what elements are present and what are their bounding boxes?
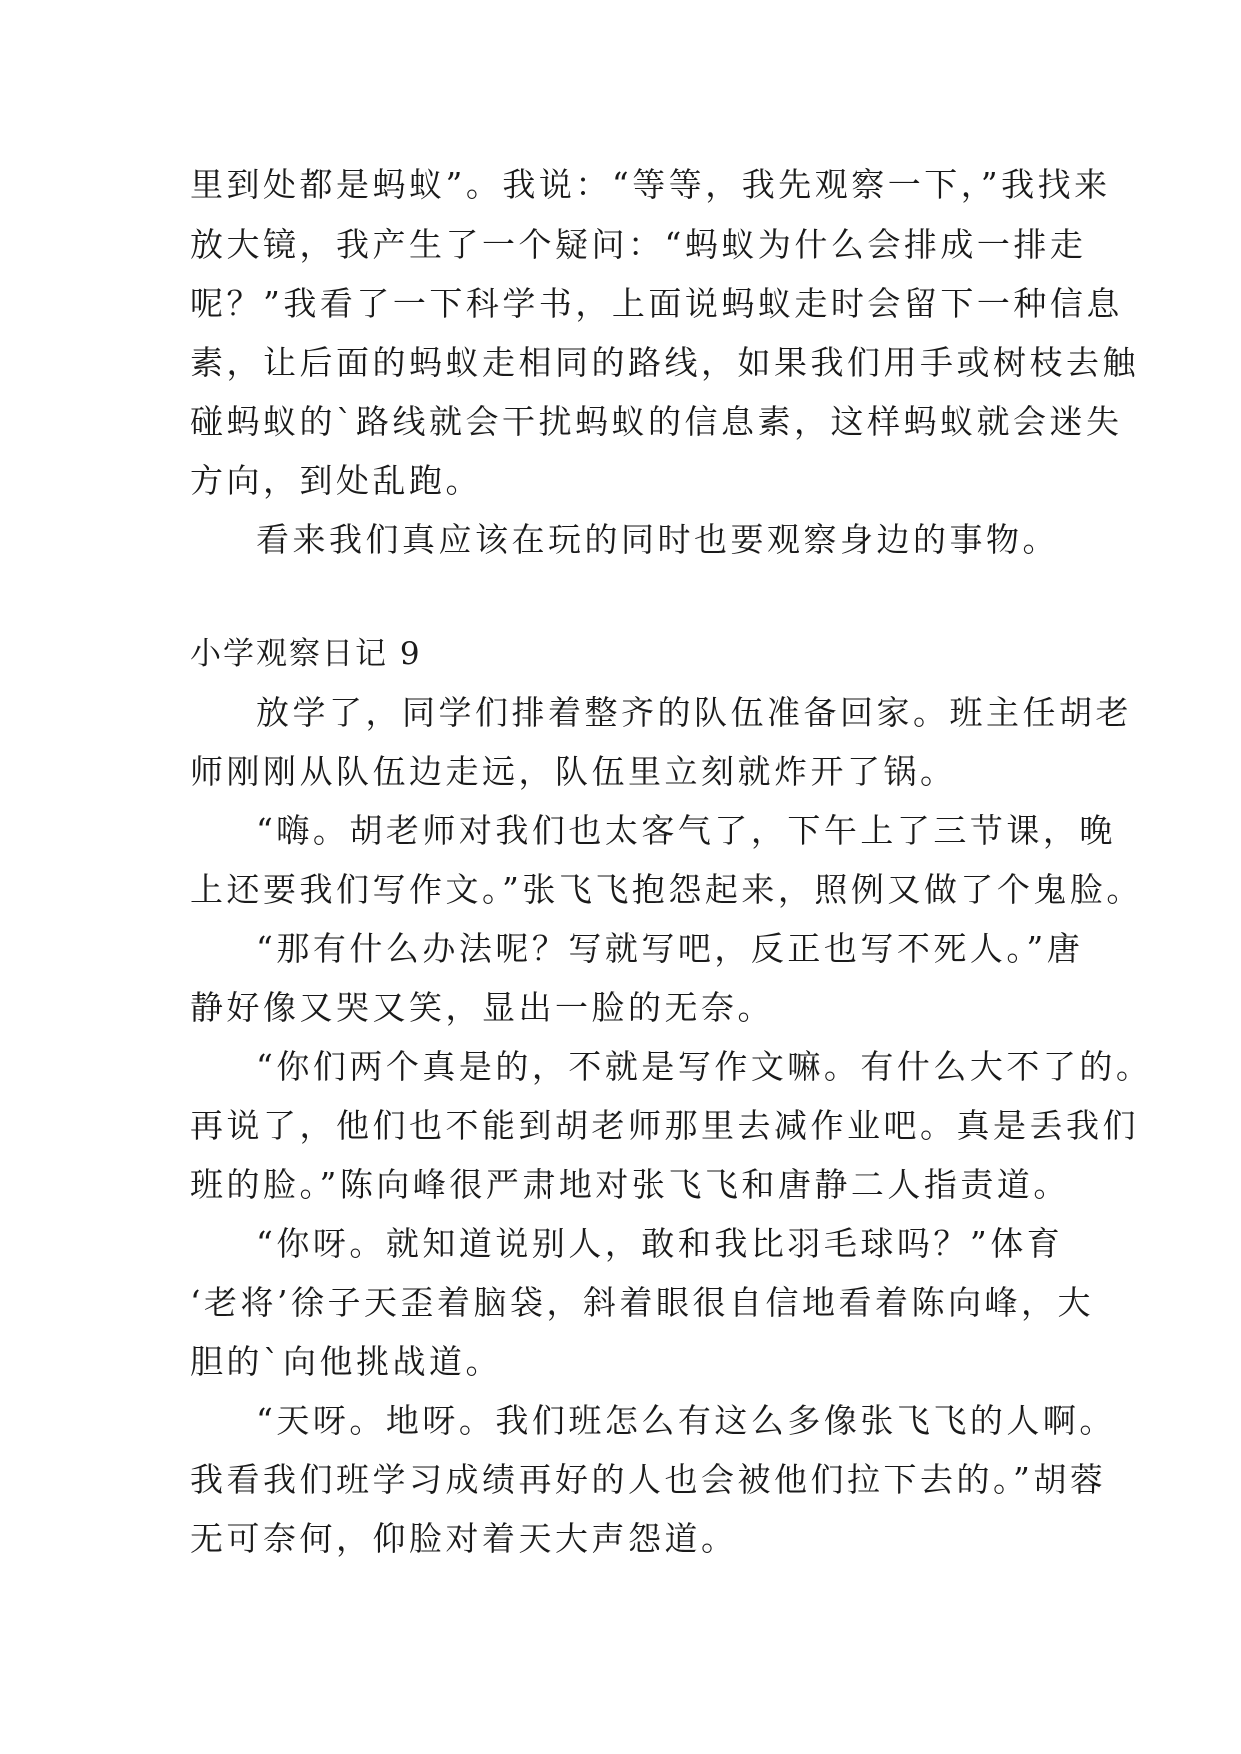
paragraph-line: 静好像又哭又笑，显出一脸的无奈。 — [190, 988, 774, 1027]
section-title: 小学观察日记 9 — [190, 636, 422, 672]
paragraph-line: “天呀。地呀。我们班怎么有这么多像张飞飞的人啊。 — [256, 1401, 1116, 1440]
paragraph-line: 放学了，同学们排着整齐的队伍准备回家。班主任胡老 — [256, 693, 1132, 732]
paragraph-line: 胆的`向他挑战道。 — [190, 1342, 502, 1381]
paragraph-line: “你们两个真是的，不就是写作文嘛。有什么大不了的。 — [256, 1047, 1153, 1086]
paragraph-line: 我看我们班学习成绩再好的人也会被他们拉下去的。”胡蓉 — [190, 1460, 1107, 1499]
paragraph-line: 再说了，他们也不能到胡老师那里去减作业吧。真是丢我们 — [190, 1106, 1139, 1145]
paragraph-line: 班的脸。”陈向峰很严肃地对张飞飞和唐静二人指责道。 — [190, 1165, 1070, 1204]
paragraph-line: 碰蚂蚁的`路线就会干扰蚂蚁的信息素，这样蚂蚁就会迷失 — [190, 402, 1123, 441]
paragraph-line: “嗨。胡老师对我们也太客气了，下午上了三节课，晚 — [256, 811, 1116, 850]
conclusion-line: 看来我们真应该在玩的同时也要观察身边的事物。 — [256, 520, 1059, 559]
paragraph-line: “那有什么办法呢？写就写吧，反正也写不死人。”唐 — [256, 929, 1084, 968]
paragraph-line: 师刚刚从队伍边走远，队伍里立刻就炸开了锅。 — [190, 752, 957, 791]
paragraph-line: ‘老将’徐子天歪着脑袋，斜着眼很自信地看着陈向峰，大 — [190, 1283, 1094, 1322]
paragraph-line: 呢？”我看了一下科学书，上面说蚂蚁走时会留下一种信息 — [190, 284, 1123, 323]
paragraph-line: 放大镜，我产生了一个疑问：“蚂蚁为什么会排成一排走 — [190, 225, 1087, 264]
paragraph-line: “你呀。就知道说别人，敢和我比羽毛球吗？”体育 — [256, 1224, 1064, 1263]
paragraph-line: 素，让后面的蚂蚁走相同的路线，如果我们用手或树枝去触 — [190, 343, 1139, 382]
paragraph-line: 上还要我们写作文。”张飞飞抱怨起来，照例又做了个鬼脸。 — [190, 870, 1143, 909]
paragraph-line: 里到处都是蚂蚁”。我说：“等等，我先观察一下，”我找来 — [190, 165, 1111, 204]
paragraph-line: 无可奈何，仰脸对着天大声怨道。 — [190, 1519, 738, 1558]
paragraph-line: 方向，到处乱跑。 — [190, 461, 482, 500]
